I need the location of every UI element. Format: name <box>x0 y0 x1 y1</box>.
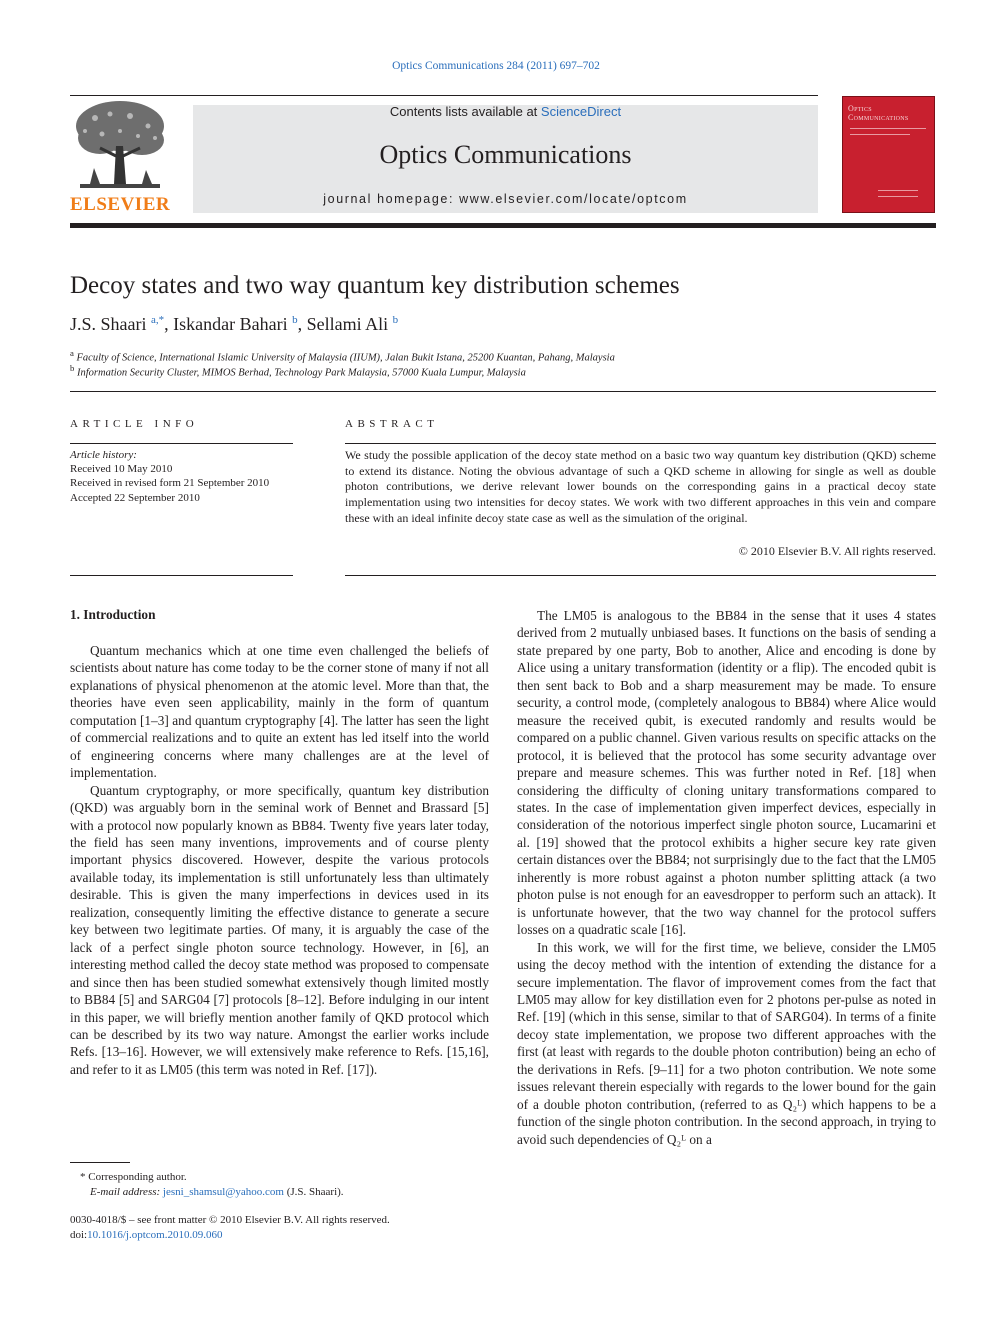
contents-prefix: Contents lists available at <box>389 104 541 119</box>
paragraph: The LM05 is analogous to the BB84 in the sense that it uses 4 states derived from 2 mutually unbiased bases. It functions on the basis of sending a state prepared by one party, Bob to another, Alice and encoding is done by Alice using a unitary transformation (identity or a flip). The encoded qubit is then sent back to Bob and a sharp measurement may be made. To ensure security, a control mode, (completely analogous to BB84) where Alice would measure the received qubit, is executed randomly and results would be compared on a public channel. Given various results on specific attacks on the protocol, it is believed that the protocol has some security advantage over prepare and measure schemes. This was further noted in Ref. [18] when considering the difficulty of cloning unitary transformations compared to states. In the case of implementation given imperfect devices, especially in consideration of the notorious imperfect single photon source, Lucamarini et al. [19] showed that the protocol exhibits a higher secure key rate given certain distances over the BB84; not surprisingly due to the fact that the LM05 inherently is more robust against a photon number splitting attack (a two photon pulse is not enough for an eavesdropper to perform such an attack). It is unfortunate however, that the two way channel for the protocol suffers losses on a quadratic scale [16]. <box>517 608 936 938</box>
paragraph: In this work, we will for the first time, we believe, consider the LM05 using the decoy method with the intention of extending the distance for a secure implementation. The flavor of improvement comes from the fact that LM05 may allow for key distillation even for 2 photons per-pulse as noted in Ref. [19] (which in this sense, similar to that of SARG04). In terms of a finite decoy state implementation, we propose two different approaches with the first (at least with regards to the double photon contribution) being an echo of the derivations in Refs. [9–11] for a two photon contribution. We note some issues relevant therein especially with regards to the lower bound for the gain of a double photon contribution, (referred to as Q₂ᴸ) which happens to be a function of the single photon contribution. In the second approach, in trying to avoid such dependencies of Q₂ᴸ on a <box>517 939 936 1147</box>
publisher-wordmark: ELSEVIER <box>70 194 171 215</box>
footnote-rule <box>70 1162 130 1163</box>
issn-line: 0030-4018/$ – see front matter © 2010 Elsevier B.V. All rights reserved. <box>70 1214 390 1226</box>
journal-homepage[interactable]: journal homepage: www.elsevier.com/locate/optcom <box>323 192 688 206</box>
affiliation-mark: b <box>70 363 75 373</box>
abstract-copyright: © 2010 Elsevier B.V. All rights reserved. <box>738 544 936 558</box>
cover-line <box>878 196 918 197</box>
cover-line <box>878 190 918 191</box>
abstract-text: We study the possible application of the decoy state method on a basic two way quantum key distribution (QKD) scheme to extend its distance. Noting the obvious advantage of such a QKD scheme in allowing for single as well as double photon contributions, we derive relevant lower bounds on the corresponding gains in a practical decoy state implementation using two intensities for decoy states. We work with two different approaches in this vein and compare these with an ideal infinite decoy state case as well as the simulation of the original. <box>345 448 936 525</box>
email-suffix: (J.S. Shaari). <box>283 1186 344 1198</box>
divider <box>345 575 936 576</box>
author-affiliation-mark[interactable]: b <box>292 314 298 326</box>
email-label: E-mail address: <box>90 1186 163 1198</box>
email-line <box>78 1185 488 1200</box>
author-name: Iskandar Bahari <box>173 314 288 334</box>
doi-line <box>70 1228 490 1243</box>
affiliation <box>70 348 936 364</box>
divider <box>70 443 293 444</box>
doi-label: doi: <box>70 1229 88 1241</box>
affiliation-text: Faculty of Science, International Islamic University of Malaysia (IIUM), Jalan Bukit Istana, 25200 Kuantan, Pahang, Malaysia <box>76 352 615 364</box>
divider <box>345 443 936 444</box>
journal-cover-title: Optics Communications <box>848 104 909 122</box>
bottom-info <box>70 1213 490 1243</box>
accepted-date: Accepted 22 September 2010 <box>70 491 200 504</box>
revised-date: Received in revised form 21 September 2010 <box>70 477 270 490</box>
journal-citation[interactable]: Optics Communications 284 (2011) 697–702 <box>392 60 600 72</box>
divider <box>70 391 936 392</box>
header-top-rule <box>70 95 818 96</box>
elsevier-tree-icon <box>70 96 170 196</box>
right-column <box>517 607 936 1148</box>
left-column <box>70 642 489 1078</box>
journal-name: Optics Communications <box>379 140 632 169</box>
cover-line <box>850 134 910 135</box>
article-info-heading: ARTICLE INFO <box>70 418 199 430</box>
paragraph: Quantum mechanics which at one time even challenged the beliefs of scientists about nature has come today to be the corner stone of many if not all explanations of physical phenomenon at the atomic level. More than that, the theories have even seen applicability, mainly in the form of quantum computation [1–3] and quantum cryptography [4]. The latter has seen the light of commercial realizations and to quite an extent has led itself into the world of engineering concerns where many challenges are at the level of implementation. <box>70 643 489 781</box>
author-name: J.S. Shaari <box>70 314 147 334</box>
author-affiliation-mark[interactable]: b <box>392 314 399 326</box>
paragraph: Quantum cryptography, or more specifically, quantum key distribution (QKD) was arguably born in the seminal work of Bennet and Brassard [5] with a protocol now popularly known as BB84. Twenty five years later today, the field has seen many inventions, improvements and of course plenty important physics discovered. However, despite the various protocols available today, its implementation is still unfortunately less than ultimately desirable. This is given the many imperfections in devices used in its realization, consequently limiting the effective distance to generate a secure key between two legitimate parties. Of many, it is arguably the case of the lack of a perfect single photon source technology. However, in [6], an interesting method called the decoy state method was proposed to compensate and since then has been studied somewhat extensively though limited mostly to BB84 [5] and SARG04 [7] protocols [8–12]. Before indulging in our intent in this paper, we will briefly mention another family of QKD protocol which can be described by its two way nature. Amongst the earlier works include Refs. [13–16]. However, we will extensively make reference to Refs. [15,16], and refer to it as LM05 (this term was noted in Ref. [17]). <box>70 782 489 1077</box>
contents-line <box>193 104 818 119</box>
footnote <box>78 1170 488 1200</box>
cover-line <box>850 128 926 129</box>
email-link[interactable]: jesni_shamsul@yahoo.com <box>162 1186 284 1198</box>
header-rule <box>70 223 936 228</box>
corresponding-author-note: * Corresponding author. <box>80 1171 187 1183</box>
history-label: Article history: <box>70 449 137 461</box>
author-affiliation-mark[interactable]: a,* <box>151 314 165 326</box>
affiliation-text: Information Security Cluster, MIMOS Berhad, Technology Park Malaysia, 57000 Kuala Lumpur, Malaysia <box>77 367 526 379</box>
author-name: Sellami Ali <box>306 314 389 334</box>
received-date: Received 10 May 2010 <box>70 463 173 476</box>
author-list: J.S. Shaari $^{a,*}$, Iskandar Bahari $^b$, Sellami Ali $^b$ <box>70 314 399 334</box>
article-title: Decoy states and two way quantum key distribution schemes <box>70 272 680 299</box>
affiliation-mark: a <box>70 348 74 358</box>
article-history <box>70 448 300 505</box>
section-heading: 1. Introduction <box>70 607 156 622</box>
divider <box>70 575 293 576</box>
doi-link[interactable]: 10.1016/j.optcom.2010.09.060 <box>87 1229 223 1241</box>
abstract-heading: ABSTRACT <box>345 418 439 430</box>
affiliation <box>70 363 936 379</box>
sciencedirect-link[interactable]: ScienceDirect <box>540 104 622 119</box>
